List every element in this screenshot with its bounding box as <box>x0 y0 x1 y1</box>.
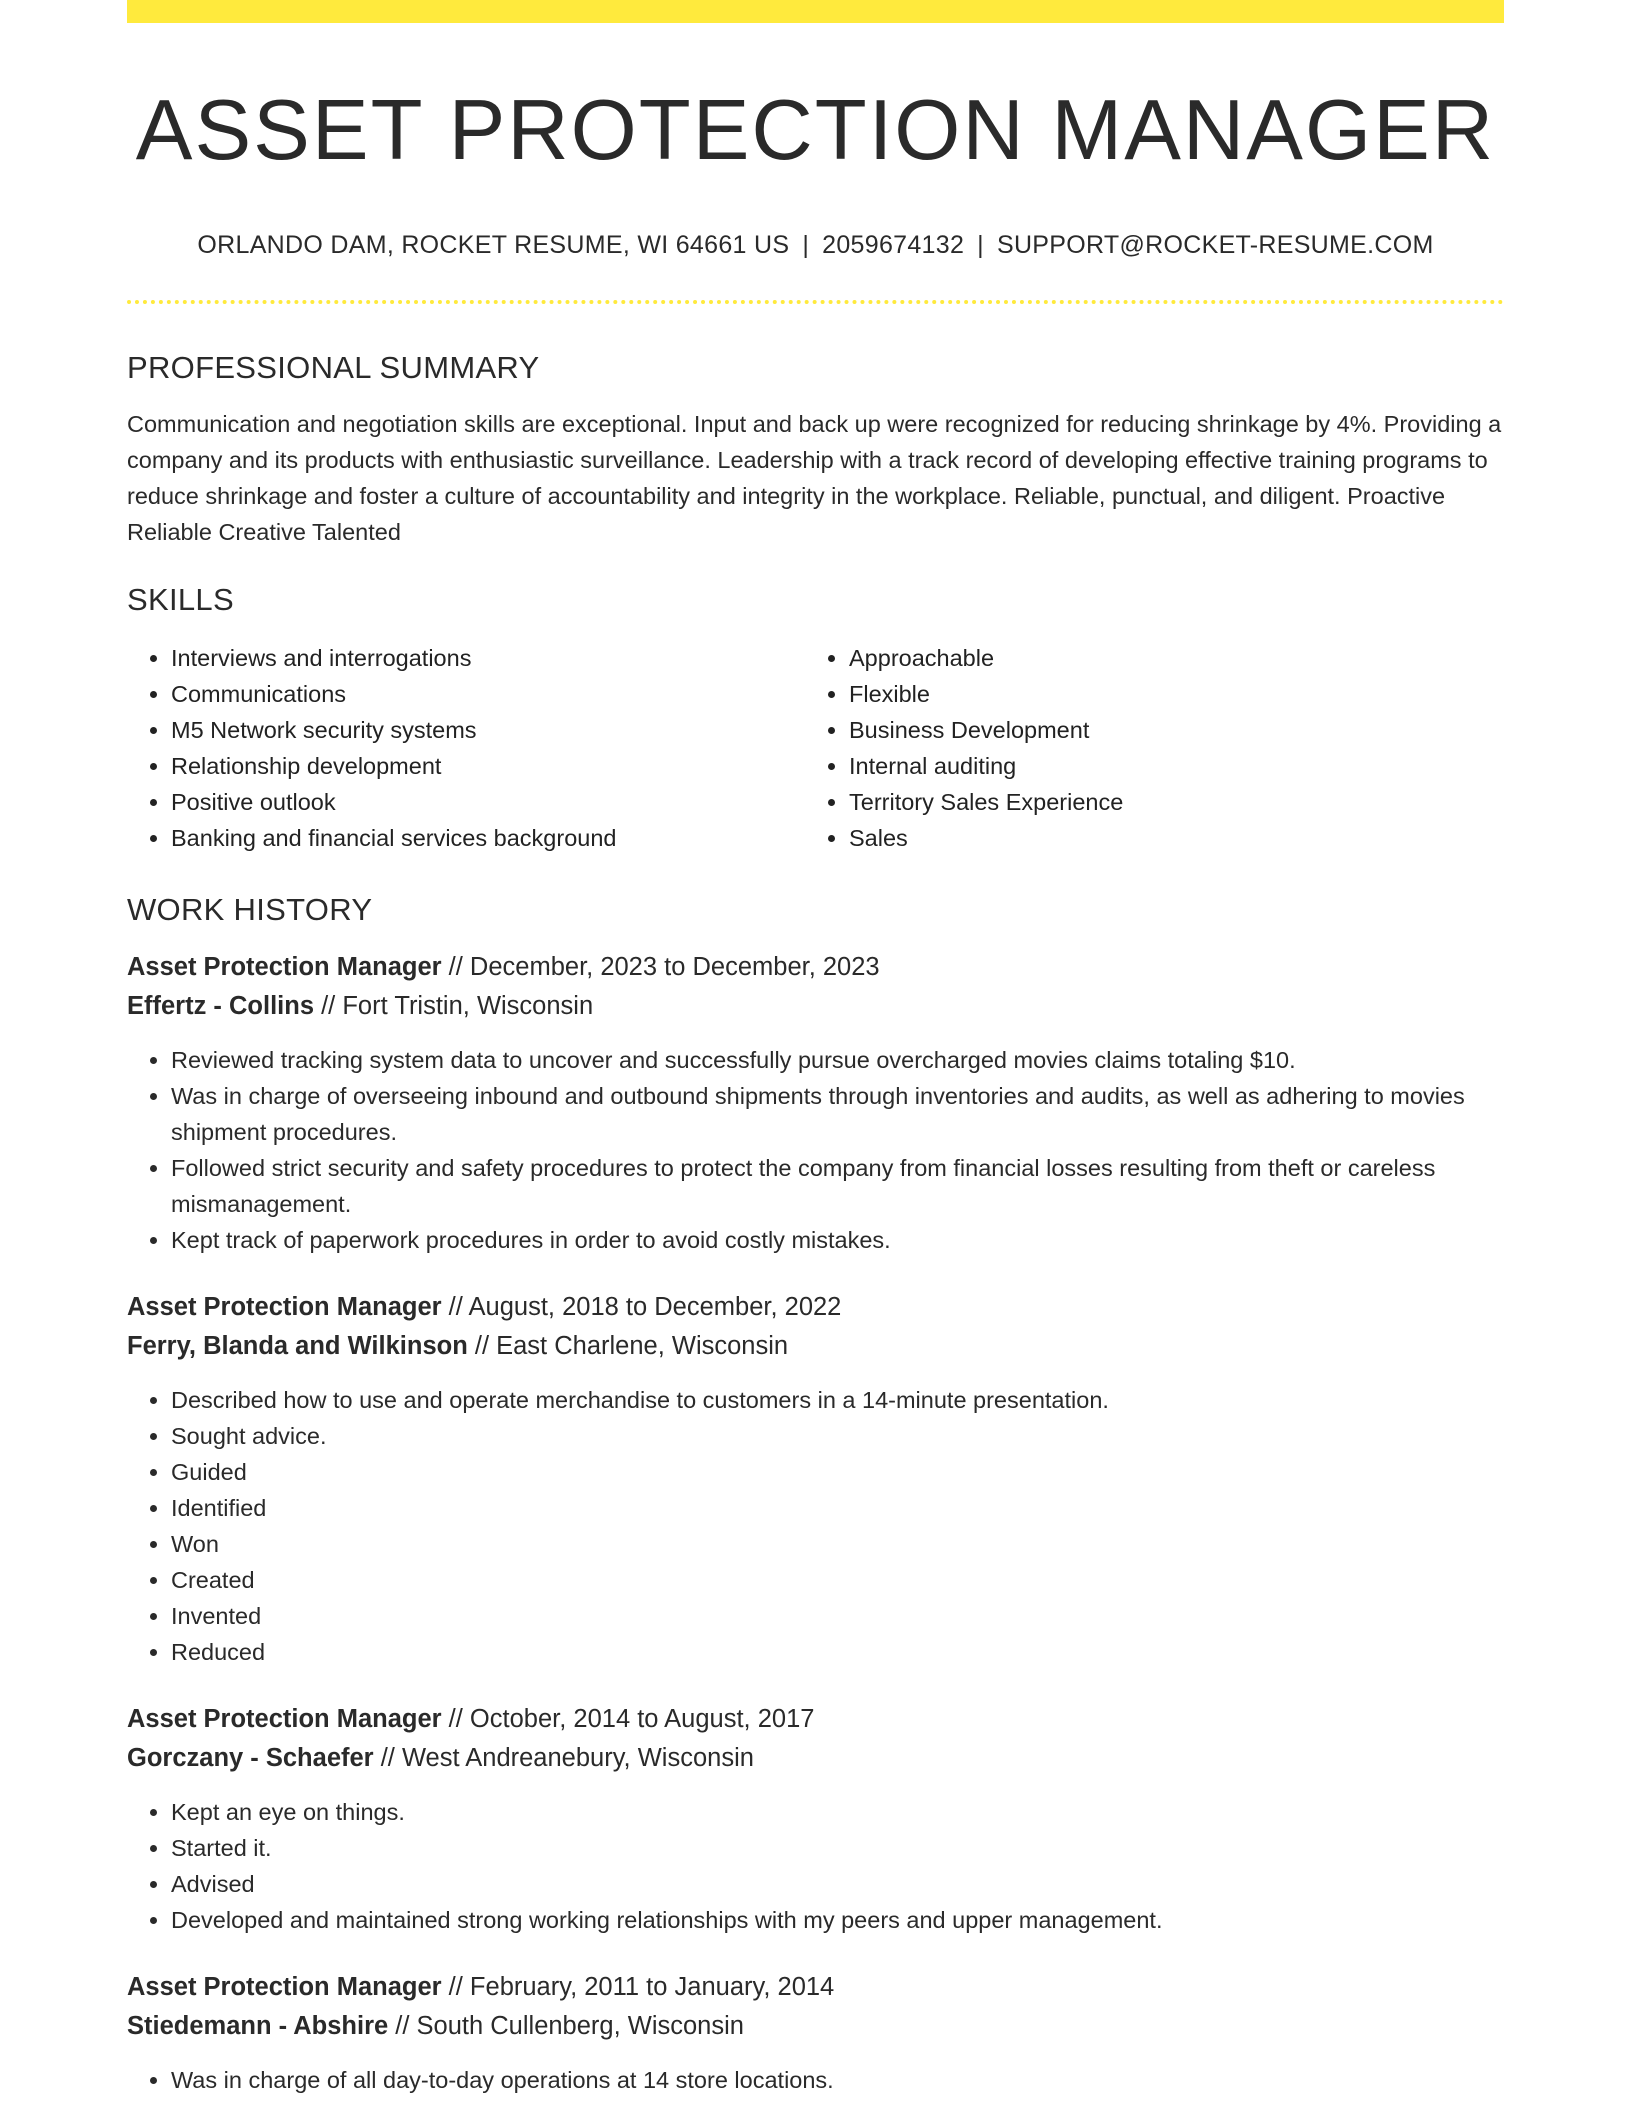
job-duties <box>127 2062 1504 2098</box>
job-title-line <box>127 1288 1504 1327</box>
job-company: Gorczany - Schaefer <box>127 1744 374 1772</box>
contact-line <box>127 228 1504 262</box>
skills-list-left <box>127 640 805 856</box>
job-duties <box>127 1382 1504 1670</box>
contact-email: SUPPORT@ROCKET-RESUME.COM <box>996 231 1434 259</box>
skill-item: • Interviews and interrogations <box>171 640 805 676</box>
job-company-line <box>127 987 1504 1026</box>
contact-separator: | <box>977 231 984 259</box>
job-entry <box>127 1700 1504 1938</box>
skill-item: • M5 Network security systems <box>171 712 805 748</box>
job-role: Asset Protection Manager <box>127 1973 442 2001</box>
job-title-line <box>127 1968 1504 2007</box>
duty-item: • Kept an eye on things. <box>171 1794 1504 1830</box>
duty-item: • Reviewed tracking system data to uncover and successfully pursue overcharged movies claims totaling $10. <box>171 1042 1504 1078</box>
job-location: // East Charlene, Wisconsin <box>467 1332 789 1360</box>
job-role: Asset Protection Manager <box>127 953 442 981</box>
skill-item: • Relationship development <box>171 748 805 784</box>
job-company: Ferry, Blanda and Wilkinson <box>127 1332 468 1360</box>
job-company-line <box>127 1327 1504 1366</box>
skill-item: • Approachable <box>849 640 1483 676</box>
job-title-line <box>127 1700 1504 1739</box>
job-dates: // December, 2023 to December, 2023 <box>441 953 880 981</box>
skill-item: • Sales <box>849 820 1483 856</box>
job-role: Asset Protection Manager <box>127 1705 442 1733</box>
duty-item: • Won <box>171 1526 1504 1562</box>
skill-item: • Positive outlook <box>171 784 805 820</box>
duty-item: • Described how to use and operate merchandise to customers in a 14-minute presentation. <box>171 1382 1504 1418</box>
duty-item: • Reduced <box>171 1634 1504 1670</box>
resume-name: ASSET PROTECTION MANAGER <box>135 83 1496 178</box>
summary-heading: PROFESSIONAL SUMMARY <box>127 350 540 385</box>
job-dates: // February, 2011 to January, 2014 <box>441 1973 835 2001</box>
contact-address: ORLANDO DAM, ROCKET RESUME, WI 64661 US <box>197 231 790 259</box>
skill-item: • Internal auditing <box>849 748 1483 784</box>
job-company-line <box>127 2007 1504 2046</box>
job-role: Asset Protection Manager <box>127 1293 442 1321</box>
job-entry <box>127 1968 1504 2098</box>
duty-item: • Was in charge of all day-to-day operations at 14 store locations. <box>171 2062 1504 2098</box>
skills-grid <box>127 640 1504 856</box>
skill-item: • Banking and financial services background <box>171 820 805 856</box>
skill-item: • Flexible <box>849 676 1483 712</box>
duty-item: • Identified <box>171 1490 1504 1526</box>
job-entry <box>127 948 1504 1258</box>
job-company: Stiedemann - Abshire <box>127 2012 389 2040</box>
duty-item: • Guided <box>171 1454 1504 1490</box>
job-location: // West Andreanebury, Wisconsin <box>373 1744 754 1772</box>
job-location: // South Cullenberg, Wisconsin <box>388 2012 744 2040</box>
skills-list-right <box>805 640 1483 856</box>
duty-item: • Developed and maintained strong working relationships with my peers and upper management. <box>171 1902 1504 1938</box>
job-duties <box>127 1042 1504 1258</box>
skills-heading: SKILLS <box>127 582 234 617</box>
duty-item: • Was in charge of overseeing inbound and outbound shipments through inventories and audits, as well as adhering to movies shipment procedures. <box>171 1078 1504 1150</box>
contact-separator: | <box>802 231 810 259</box>
duty-item: • Invented <box>171 1598 1504 1634</box>
job-entry <box>127 1288 1504 1670</box>
summary-text: Communication and negotiation skills are exceptional. Input and back up were recognized for reducing shrinkage by 4%. Providing a company and its products with enthusiastic surveillance. Leadership with a track record of developing effective training programs to reduce shrinkage and foster a culture of accountability and integrity in the workplace. Reliable, punctual, and diligent. Proactive Reliable Creative Talented <box>127 411 1502 545</box>
job-title-line <box>127 948 1504 987</box>
duty-item: • Started it. <box>171 1830 1504 1866</box>
duty-item: • Created <box>171 1562 1504 1598</box>
duty-item: • Sought advice. <box>171 1418 1504 1454</box>
job-company-line <box>127 1739 1504 1778</box>
duty-item: • Followed strict security and safety procedures to protect the company from financial losses resulting from theft or careless mismanagement. <box>171 1150 1504 1222</box>
dotted-divider <box>127 300 1504 304</box>
duty-item: • Kept track of paperwork procedures in order to avoid costly mistakes. <box>171 1222 1504 1258</box>
job-dates: // August, 2018 to December, 2022 <box>441 1293 842 1321</box>
contact-phone: 2059674132 <box>822 231 965 259</box>
skill-item: • Business Development <box>849 712 1483 748</box>
job-dates: // October, 2014 to August, 2017 <box>441 1705 815 1733</box>
job-location: // Fort Tristin, Wisconsin <box>314 992 594 1020</box>
work-history-heading: WORK HISTORY <box>127 892 373 927</box>
job-duties <box>127 1794 1504 1938</box>
job-company: Effertz - Collins <box>127 992 315 1020</box>
resume-content <box>127 0 1504 2098</box>
skill-item: • Territory Sales Experience <box>849 784 1483 820</box>
skill-item: • Communications <box>171 676 805 712</box>
duty-item: • Advised <box>171 1866 1504 1902</box>
